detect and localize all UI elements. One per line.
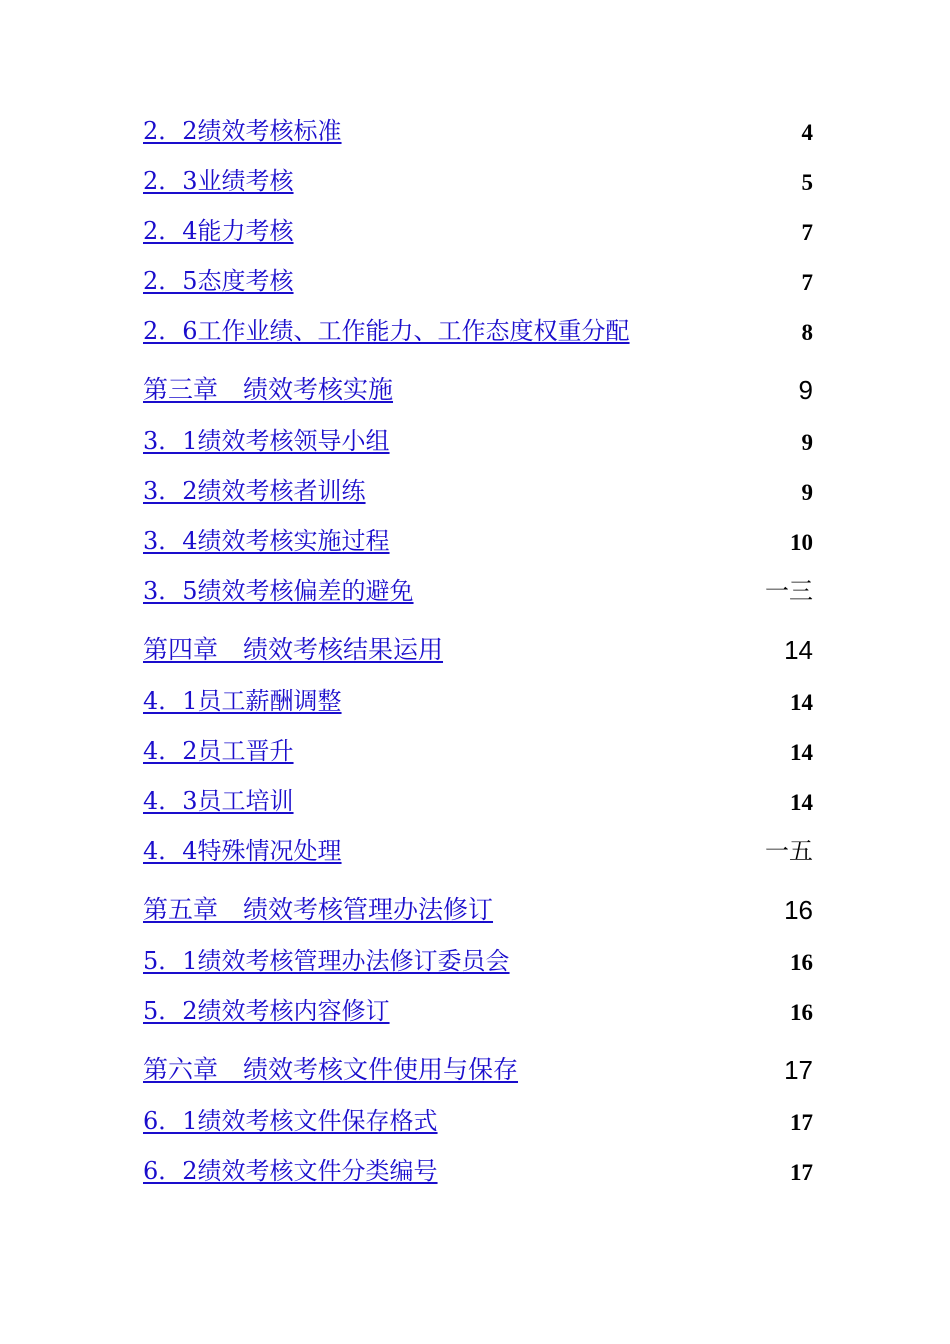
toc-entry [143, 316, 813, 350]
toc-entry [143, 166, 813, 200]
toc-entry-link[interactable]: 4．1员工薪酬调整 [143, 687, 342, 715]
toc-entry [143, 736, 813, 770]
toc-entry [143, 1156, 813, 1190]
toc-chapter-entry [143, 896, 813, 930]
toc-entry [143, 526, 813, 560]
toc-page-number: 17 [790, 1110, 813, 1135]
toc-entry [143, 786, 813, 820]
toc-chapter-link[interactable]: 第六章 绩效考核文件使用与保存 [143, 1055, 519, 1084]
toc-entry [143, 996, 813, 1030]
toc-page-number: 9 [801, 430, 813, 455]
toc-page-number: 5 [801, 170, 813, 195]
toc-page-number: 9 [798, 375, 813, 405]
toc-entry [143, 216, 813, 250]
toc-page-number: 14 [790, 740, 813, 765]
toc-entry-link[interactable]: 5．1绩效考核管理办法修订委员会 [143, 947, 510, 975]
toc-entry [143, 946, 813, 980]
toc-page-number: 14 [790, 690, 813, 715]
toc-page-number: 17 [784, 1055, 813, 1085]
toc-entry [143, 576, 813, 610]
toc-page-number: 10 [790, 530, 813, 555]
toc-entry [143, 836, 813, 870]
toc-page-number: 4 [801, 120, 813, 145]
toc-page-number: 14 [790, 790, 813, 815]
toc-entry [143, 116, 813, 150]
toc-entry-link[interactable]: 2．4能力考核 [143, 217, 294, 245]
toc-entry-link[interactable]: 2．3业绩考核 [143, 167, 294, 195]
toc-entry-link[interactable]: 4．2员工晋升 [143, 737, 294, 765]
toc-page-number: 一五 [765, 837, 813, 865]
toc-entry-link[interactable]: 3．4绩效考核实施过程 [143, 527, 390, 555]
toc-entry-link[interactable]: 3．2绩效考核者训练 [143, 477, 366, 505]
toc-chapter-link[interactable]: 第五章 绩效考核管理办法修订 [143, 895, 494, 924]
toc-entry-link[interactable]: 2．2绩效考核标准 [143, 117, 342, 145]
toc-chapter-entry [143, 376, 813, 410]
toc-entry-link[interactable]: 6．2绩效考核文件分类编号 [143, 1157, 438, 1185]
toc-page-number: 一三 [765, 577, 813, 605]
toc-chapter-entry [143, 1056, 813, 1090]
toc-page-number: 16 [784, 895, 813, 925]
toc-page-number: 7 [801, 220, 813, 245]
toc-chapter-link[interactable]: 第三章 绩效考核实施 [143, 375, 394, 404]
toc-page-number: 9 [801, 480, 813, 505]
toc-entry-link[interactable]: 2．5态度考核 [143, 267, 294, 295]
toc-page-number: 8 [801, 320, 813, 345]
toc-page-number: 16 [790, 950, 813, 975]
toc-chapter-entry [143, 636, 813, 670]
toc-page-number: 7 [801, 270, 813, 295]
toc-entry [143, 686, 813, 720]
toc-entry-link[interactable]: 6．1绩效考核文件保存格式 [143, 1107, 438, 1135]
toc-entry-link[interactable]: 3．5绩效考核偏差的避免 [143, 577, 414, 605]
toc-entry [143, 426, 813, 460]
toc-entry [143, 266, 813, 300]
toc-entry-link[interactable]: 4．4特殊情况处理 [143, 837, 342, 865]
toc-entry-link[interactable]: 2．6工作业绩、工作能力、工作态度权重分配 [143, 317, 630, 345]
toc-entry [143, 1106, 813, 1140]
toc-entry [143, 476, 813, 510]
toc-entry-link[interactable]: 4．3员工培训 [143, 787, 294, 815]
toc-entry-link[interactable]: 3．1绩效考核领导小组 [143, 427, 390, 455]
toc-chapter-link[interactable]: 第四章 绩效考核结果运用 [143, 635, 444, 664]
toc-page-number: 17 [790, 1160, 813, 1185]
toc-page-number: 16 [790, 1000, 813, 1025]
toc-page-number: 14 [784, 635, 813, 665]
toc-entry-link[interactable]: 5．2绩效考核内容修订 [143, 997, 390, 1025]
